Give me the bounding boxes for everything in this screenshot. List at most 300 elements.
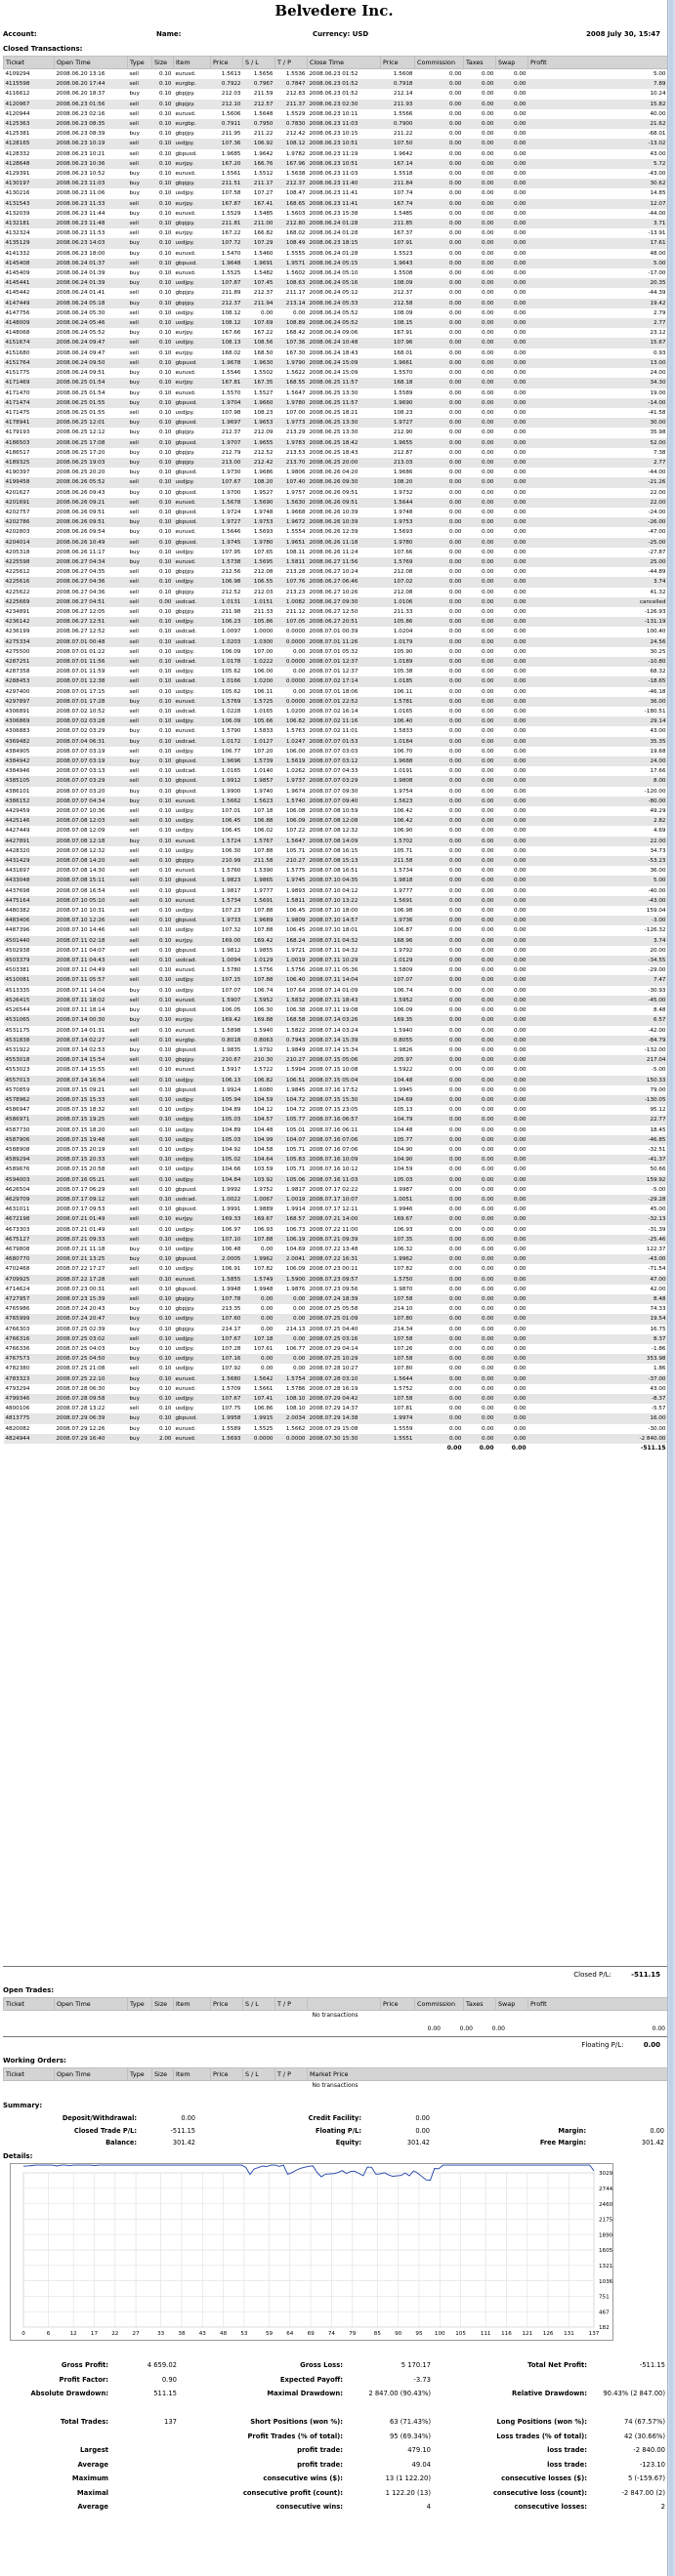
table-cell: 104.59 (243, 1095, 275, 1105)
table-cell: usdjpy. (174, 1394, 211, 1404)
table-cell: 0.00 (482, 1086, 494, 1093)
table-cell: gbpusd. (175, 947, 197, 954)
report-label: Total Trades: (60, 2418, 108, 2427)
table-cell: 2008.06.24 01:39 (55, 278, 128, 288)
table-cell: 1.9745 (275, 876, 308, 885)
table-cell: 0.10 (159, 250, 172, 257)
table-cell: sell (128, 637, 152, 647)
table-cell: 0.00 (514, 330, 527, 337)
table-cell: sell (128, 1076, 152, 1085)
table-cell: 2.77 (528, 318, 668, 328)
table-cell: 212.37 (211, 299, 243, 308)
table-cell: 0.00 (415, 956, 464, 965)
table-cell: 0.00 (275, 1354, 308, 1364)
table-cell: 2008.07.14 02:27 (55, 1036, 128, 1045)
table-cell: 2008.06.23 10:51 (308, 139, 381, 148)
table-cell: 0.10 (159, 669, 172, 675)
table-cell: 22.00 (528, 837, 668, 846)
table-cell: 0.00 (496, 498, 528, 508)
table-cell: buy (128, 517, 152, 527)
table-row (4, 299, 668, 308)
table-cell: 106.08 (285, 808, 306, 815)
table-cell: 105.86 (381, 617, 415, 627)
table-cell: 7.38 (654, 449, 666, 456)
table-cell: 4480382 (5, 908, 30, 915)
table-cell: 4201627 (5, 489, 30, 496)
table-cell: 0.00 (449, 908, 462, 915)
table-cell: 2008.07.15 18:32 (56, 1107, 105, 1114)
table-cell: 1.9780 (243, 538, 275, 548)
table-cell: 1.9674 (285, 788, 306, 795)
table-cell: 0.10 (159, 1286, 172, 1292)
table-cell: sell (129, 927, 139, 934)
table-cell: 0.00 (293, 309, 306, 316)
table-cell: 24.56 (528, 637, 668, 647)
table-cell: 0.00 (514, 669, 527, 675)
report-value: -2 840.00 (633, 2446, 665, 2455)
table-cell: 2008.06.27 12:05 (56, 608, 105, 615)
table-cell: 0.00 (449, 1166, 462, 1173)
closed-total-taxes: 0.00 (479, 1445, 494, 1452)
report-label: Largest (79, 2446, 108, 2455)
table-cell: 2008.06.25 01:54 (56, 389, 105, 396)
table-cell: 0.00 (496, 716, 528, 726)
table-cell: usdjpy. (175, 1166, 194, 1173)
table-cell: 1.5790 (221, 728, 241, 735)
table-cell: 0.00 (482, 1346, 494, 1352)
table-cell: 0.00 (482, 688, 494, 695)
table-cell: 0.00 (464, 617, 496, 627)
table-cell: 0.00 (464, 438, 496, 448)
table-cell: sell (128, 996, 152, 1005)
table-row (4, 1364, 668, 1373)
table-row (4, 268, 668, 278)
table-cell: -41.58 (648, 409, 666, 416)
table-row (4, 1275, 668, 1285)
table-cell: 169.67 (243, 1214, 275, 1224)
table-cell: 1.5691 (243, 896, 275, 906)
table-cell: 107.23 (221, 908, 241, 915)
table-row (4, 199, 668, 209)
report-value: 511.15 (153, 2390, 177, 2398)
table-cell: 0.10 (152, 179, 174, 188)
table-cell: 2.79 (654, 309, 666, 316)
table-cell: 0.00 (496, 936, 528, 946)
table-cell: usdjpy. (175, 908, 194, 915)
table-cell: 2008.06.23 18:15 (308, 238, 381, 248)
table-cell: 0.00 (514, 608, 527, 615)
table-cell: -30.00 (648, 1425, 666, 1432)
chart-y-tick-label: 2460 (599, 2201, 613, 2208)
table-cell: -131.19 (528, 617, 668, 627)
table-cell: 0.00 (514, 709, 527, 715)
table-cell: 0.00 (415, 299, 464, 308)
table-cell: 2008.07.07 01:53 (308, 737, 381, 747)
table-cell: 2008.07.01 12:37 (308, 657, 381, 667)
table-cell: -46.18 (648, 688, 666, 695)
table-cell: 0.10 (152, 119, 174, 129)
table-cell: 0.10 (159, 429, 172, 436)
table-cell: 0.00 (415, 1076, 464, 1085)
table-cell: usdjpy. (174, 1115, 211, 1124)
table-cell: 0.00 (415, 458, 464, 468)
table-cell: usdjpy. (174, 617, 211, 627)
table-cell: 0.00 (415, 238, 464, 248)
table-cell: 4526544 (5, 1007, 30, 1014)
table-cell: 0.10 (159, 1346, 172, 1352)
table-cell: 2008.07.15 20:33 (55, 1155, 128, 1165)
table-cell: 7.89 (528, 79, 668, 89)
table-cell: 212.58 (381, 299, 415, 308)
table-cell: 0.00 (449, 927, 462, 934)
floating-pl-value: 0.00 (643, 2041, 660, 2049)
table-cell: 0.00 (464, 100, 496, 109)
table-cell: 0.10 (159, 768, 172, 775)
table-cell: 4384946 (5, 768, 30, 775)
table-cell: 1.5662 (285, 1425, 306, 1432)
table-row (4, 1055, 668, 1065)
table-cell: 0.00 (464, 1374, 496, 1384)
table-cell: 0.00 (464, 458, 496, 468)
table-cell: 1.5523 (393, 250, 413, 257)
table-cell: 214.17 (221, 1326, 241, 1332)
table-cell: 0.00 (482, 847, 494, 854)
table-cell: 2008.07.25 03:16 (308, 1334, 381, 1344)
table-cell: 107.75 (221, 1406, 241, 1412)
table-cell: eurusd. (174, 1434, 211, 1444)
table-row (4, 1325, 668, 1334)
table-cell: 23.12 (650, 330, 666, 337)
table-cell: 0.00 (464, 219, 496, 228)
table-cell: 1.5752 (393, 1385, 413, 1392)
table-cell: 0.00 (464, 1036, 496, 1045)
table-cell: 4369482 (4, 737, 55, 747)
table-cell: 4178941 (4, 418, 55, 428)
table-cell: 1.5555 (285, 250, 306, 257)
table-cell: 1.0262 (285, 768, 306, 775)
table-cell: 2008.06.23 10:21 (56, 150, 105, 157)
table-cell: 1.5724 (211, 837, 243, 846)
table-cell: 2008.07.16 05:21 (55, 1175, 128, 1185)
open-header-col-12: Swap (496, 1998, 528, 2011)
table-cell: 6.57 (528, 1015, 668, 1025)
chart-x-tick-label: 59 (265, 2331, 274, 2337)
table-cell: 0.00 (514, 748, 527, 755)
closed-header-col-7: T / P (275, 57, 308, 69)
chart-x-tick-label: 43 (198, 2331, 206, 2337)
chart-y-tick-label: 182 (599, 2325, 610, 2332)
table-cell: 4288453 (4, 676, 55, 686)
table-cell: sell (129, 150, 139, 157)
table-cell: 2.82 (528, 816, 668, 826)
table-cell: 0.00 (496, 1314, 528, 1324)
table-cell: 4151764 (4, 358, 55, 368)
table-cell: sell (128, 119, 152, 129)
working-header-col-2: Type (128, 2068, 152, 2081)
table-cell: buy (128, 1354, 152, 1364)
table-cell: 8.48 (528, 1294, 668, 1304)
table-cell: 1.9655 (243, 438, 275, 448)
table-cell: 1.5734 (393, 868, 413, 875)
table-cell: 4767573 (4, 1354, 55, 1364)
table-cell: 107.66 (393, 549, 413, 555)
table-cell: 0.00 (514, 309, 527, 316)
table-cell: 107.26 (393, 1346, 413, 1352)
table-cell: 2008.06.27 12:51 (55, 617, 128, 627)
report-label: profit trade: (297, 2446, 343, 2455)
table-cell: usdjpy. (174, 716, 211, 726)
table-cell: gbpusd. (174, 916, 211, 925)
table-cell: 40.00 (650, 110, 666, 117)
table-cell: 107.88 (253, 908, 274, 915)
table-cell: 1.5749 (243, 1275, 275, 1285)
table-cell: 0.00 (261, 1326, 274, 1332)
table-cell: 2008.07.07 03:13 (56, 768, 105, 775)
table-cell: usdcad. (175, 629, 197, 635)
closed-header-col-0: Ticket (4, 57, 55, 69)
summary-value: 0.00 (181, 2114, 195, 2123)
table-cell: 0.10 (152, 896, 174, 906)
table-cell: 0.00 (496, 1055, 528, 1065)
table-row (4, 1304, 668, 1314)
table-cell: usdjpy. (175, 828, 194, 835)
table-cell: 2008.07.02 11:16 (308, 716, 381, 726)
table-cell: 1.5754 (275, 1374, 308, 1384)
table-cell: 107.80 (381, 1314, 415, 1324)
table-cell: -43.00 (528, 1254, 668, 1264)
table-cell: 2008.06.24 09:47 (55, 338, 128, 348)
table-cell: 2008.06.26 09:51 (56, 509, 105, 515)
table-cell: 106.11 (253, 688, 274, 695)
table-cell: 41.32 (650, 589, 666, 595)
table-cell: 2008.07.01 00:39 (309, 629, 359, 635)
table-cell: 211.33 (253, 608, 274, 615)
table-cell: 2008.07.25 04:03 (56, 1346, 105, 1352)
table-cell: 1.86 (654, 1366, 666, 1372)
summary-row (3, 2137, 667, 2149)
table-cell: 2008.07.10 18:01 (309, 927, 359, 934)
summary-title: Summary: (3, 2102, 43, 2109)
table-cell: 122.37 (646, 1246, 666, 1252)
table-cell: -13.91 (648, 230, 666, 237)
table-cell: 0.10 (152, 398, 174, 408)
table-cell: usdjpy. (175, 1126, 194, 1133)
table-cell: 0.00 (415, 1354, 464, 1364)
table-cell: 0.10 (152, 1354, 174, 1364)
table-cell: 104.64 (243, 1155, 275, 1165)
table-cell: 43.00 (650, 150, 666, 157)
table-cell: 2008.07.08 12:32 (56, 847, 105, 854)
table-cell: 0.00 (496, 358, 528, 368)
table-cell: 1.5647 (285, 389, 306, 396)
table-row (4, 488, 668, 498)
table-cell: 16.75 (650, 1326, 666, 1332)
table-cell: 0.10 (159, 927, 172, 934)
table-cell: 0.00 (449, 489, 462, 496)
table-cell: 0.10 (152, 1314, 174, 1324)
table-cell: 2008.07.16 17:52 (309, 1086, 359, 1093)
table-cell: 1.5734 (211, 896, 243, 906)
table-row (4, 806, 668, 816)
table-cell: 0.00 (496, 597, 528, 607)
table-cell: 107.36 (275, 338, 308, 348)
table-cell: 0.00 (415, 1334, 464, 1344)
table-cell: 0.00 (293, 688, 306, 695)
table-cell: 0.00 (152, 597, 174, 607)
table-cell: 22.00 (650, 489, 666, 496)
table-row (4, 837, 668, 846)
table-cell: 108.12 (275, 139, 308, 148)
table-cell: 0.00 (464, 1076, 496, 1085)
table-cell: buy (129, 1306, 140, 1313)
table-cell: 0.00 (464, 797, 496, 806)
table-row (4, 368, 668, 378)
table-cell: 0.00 (496, 756, 528, 766)
table-cell: 4186517 (5, 449, 30, 456)
table-cell: 0.00 (415, 1095, 464, 1105)
summary-value: 301.42 (172, 2139, 195, 2147)
table-cell: buy (128, 557, 152, 567)
table-cell: 0.00 (496, 1235, 528, 1245)
table-cell: 1.5709 (221, 1385, 241, 1392)
table-cell: 104.48 (393, 1126, 413, 1133)
table-cell: 0.00 (514, 150, 527, 157)
report-label: consecutive profit (count): (242, 2488, 343, 2497)
table-cell: 0.10 (159, 608, 172, 615)
table-cell: 0.00 (514, 190, 527, 197)
scrollbar-thumb[interactable] (669, 0, 673, 2576)
table-cell: 2008.06.25 17:08 (55, 438, 128, 448)
table-cell: 0.00 (449, 150, 462, 157)
table-cell: 4151674 (4, 338, 55, 348)
table-cell: 0.00 (496, 1015, 528, 1025)
table-cell: 2008.07.11 04:49 (56, 967, 105, 974)
table-cell: 2008.06.23 15:38 (309, 210, 359, 217)
table-row (4, 1065, 668, 1075)
table-cell: 167.20 (211, 159, 243, 169)
table-cell: 213.23 (285, 589, 306, 595)
table-cell: 0.10 (159, 489, 172, 496)
table-cell: 210.99 (211, 856, 243, 866)
table-cell: 0.00 (449, 171, 462, 178)
table-cell: 0.00 (482, 409, 494, 416)
table-cell: 0.10 (159, 1406, 172, 1412)
open-total-taxes: 0.00 (459, 2025, 473, 2032)
table-cell: 0.00 (449, 250, 462, 257)
open-total-commission: 0.00 (427, 2025, 441, 2032)
table-cell: 4386101 (5, 788, 30, 795)
table-cell: 107.58 (381, 1334, 415, 1344)
table-cell: 0.00 (464, 1275, 496, 1285)
report-label: Maximum (71, 2474, 108, 2483)
report-value (589, 2373, 667, 2388)
table-cell: 107.88 (253, 847, 274, 854)
table-cell: 2.77 (528, 458, 668, 468)
table-cell: usdjpy. (174, 477, 211, 487)
table-cell: 0.00 (449, 549, 462, 555)
table-cell: 1.9678 (211, 358, 243, 368)
table-cell: 1.5648 (253, 110, 274, 117)
table-row (4, 965, 668, 975)
table-cell: 0.00 (464, 837, 496, 846)
table-cell: eurusd. (175, 1027, 196, 1034)
table-cell: 2008.06.24 01:28 (309, 250, 359, 257)
table-cell: 2008.07.01 18:06 (309, 688, 359, 695)
window-scrollbar[interactable] (667, 0, 675, 2576)
table-cell: 211.85 (381, 219, 415, 228)
table-cell: 104.48 (253, 1126, 274, 1133)
table-cell: 106.09 (211, 716, 243, 726)
table-cell: eurusd. (174, 896, 211, 906)
table-cell: 0.10 (152, 458, 174, 468)
table-cell: 2008.06.24 01:28 (308, 219, 381, 228)
summary-row (3, 2112, 667, 2125)
report-value: 479.10 (407, 2446, 431, 2455)
table-cell: 4151775 (5, 370, 30, 377)
table-cell: 211.98 (221, 608, 241, 615)
table-cell: 104.90 (393, 1146, 413, 1153)
table-cell: 213.03 (381, 458, 415, 468)
table-cell: 0.10 (152, 837, 174, 846)
table-cell: 107.76 (275, 577, 308, 587)
table-cell: sell (128, 438, 152, 448)
table-cell: 0.00 (464, 418, 496, 428)
table-cell: 1.5769 (211, 697, 243, 707)
table-cell: 4631011 (5, 1206, 30, 1213)
open-totals-table (3, 2024, 667, 2034)
table-cell: 0.00 (514, 270, 527, 277)
report-row (3, 2472, 667, 2486)
table-row (4, 1155, 668, 1165)
table-cell: 45.00 (650, 1206, 666, 1213)
table-cell: 0.00 (464, 716, 496, 726)
table-cell: 107.61 (253, 1346, 274, 1352)
table-cell: 0.10 (152, 856, 174, 866)
table-cell: 2008.07.01 01:22 (56, 648, 105, 655)
table-cell: 0.10 (152, 1175, 174, 1185)
table-cell: 0.00 (514, 1146, 527, 1153)
table-row (4, 149, 668, 159)
table-cell: 105.83 (275, 1155, 308, 1165)
table-cell: 4384905 (5, 748, 30, 755)
table-cell: 2008.06.23 10:51 (308, 159, 381, 169)
table-cell: 0.00 (415, 737, 464, 747)
table-cell: 4766336 (5, 1346, 30, 1352)
table-cell: 2008.06.26 09:30 (308, 477, 381, 487)
table-cell: 0.00 (415, 318, 464, 328)
table-cell: 104.58 (253, 1146, 274, 1153)
table-cell: 1.5559 (393, 1425, 413, 1432)
table-cell: 1.9643 (381, 259, 415, 268)
table-cell: 1.9817 (285, 1186, 306, 1193)
table-cell: 0.00 (496, 557, 528, 567)
table-cell: 107.28 (221, 1346, 241, 1352)
table-cell: 1.5680 (211, 1374, 243, 1384)
table-cell: 2008.06.27 20:51 (308, 617, 381, 627)
table-cell: 2008.07.28 06:30 (56, 1385, 105, 1392)
table-row (4, 557, 668, 567)
table-cell: 0.10 (159, 1206, 172, 1213)
table-cell: buy (129, 250, 140, 257)
table-cell: -34.55 (528, 956, 668, 965)
chart-x-tick-label: 137 (588, 2331, 600, 2337)
table-cell: sell (128, 318, 152, 328)
table-cell: 4727957 (4, 1294, 55, 1304)
table-cell: usdcad. (174, 597, 211, 607)
table-cell: 0.00 (464, 358, 496, 368)
table-cell: 0.00 (496, 617, 528, 627)
table-cell: 2008.06.24 05:10 (309, 270, 359, 277)
